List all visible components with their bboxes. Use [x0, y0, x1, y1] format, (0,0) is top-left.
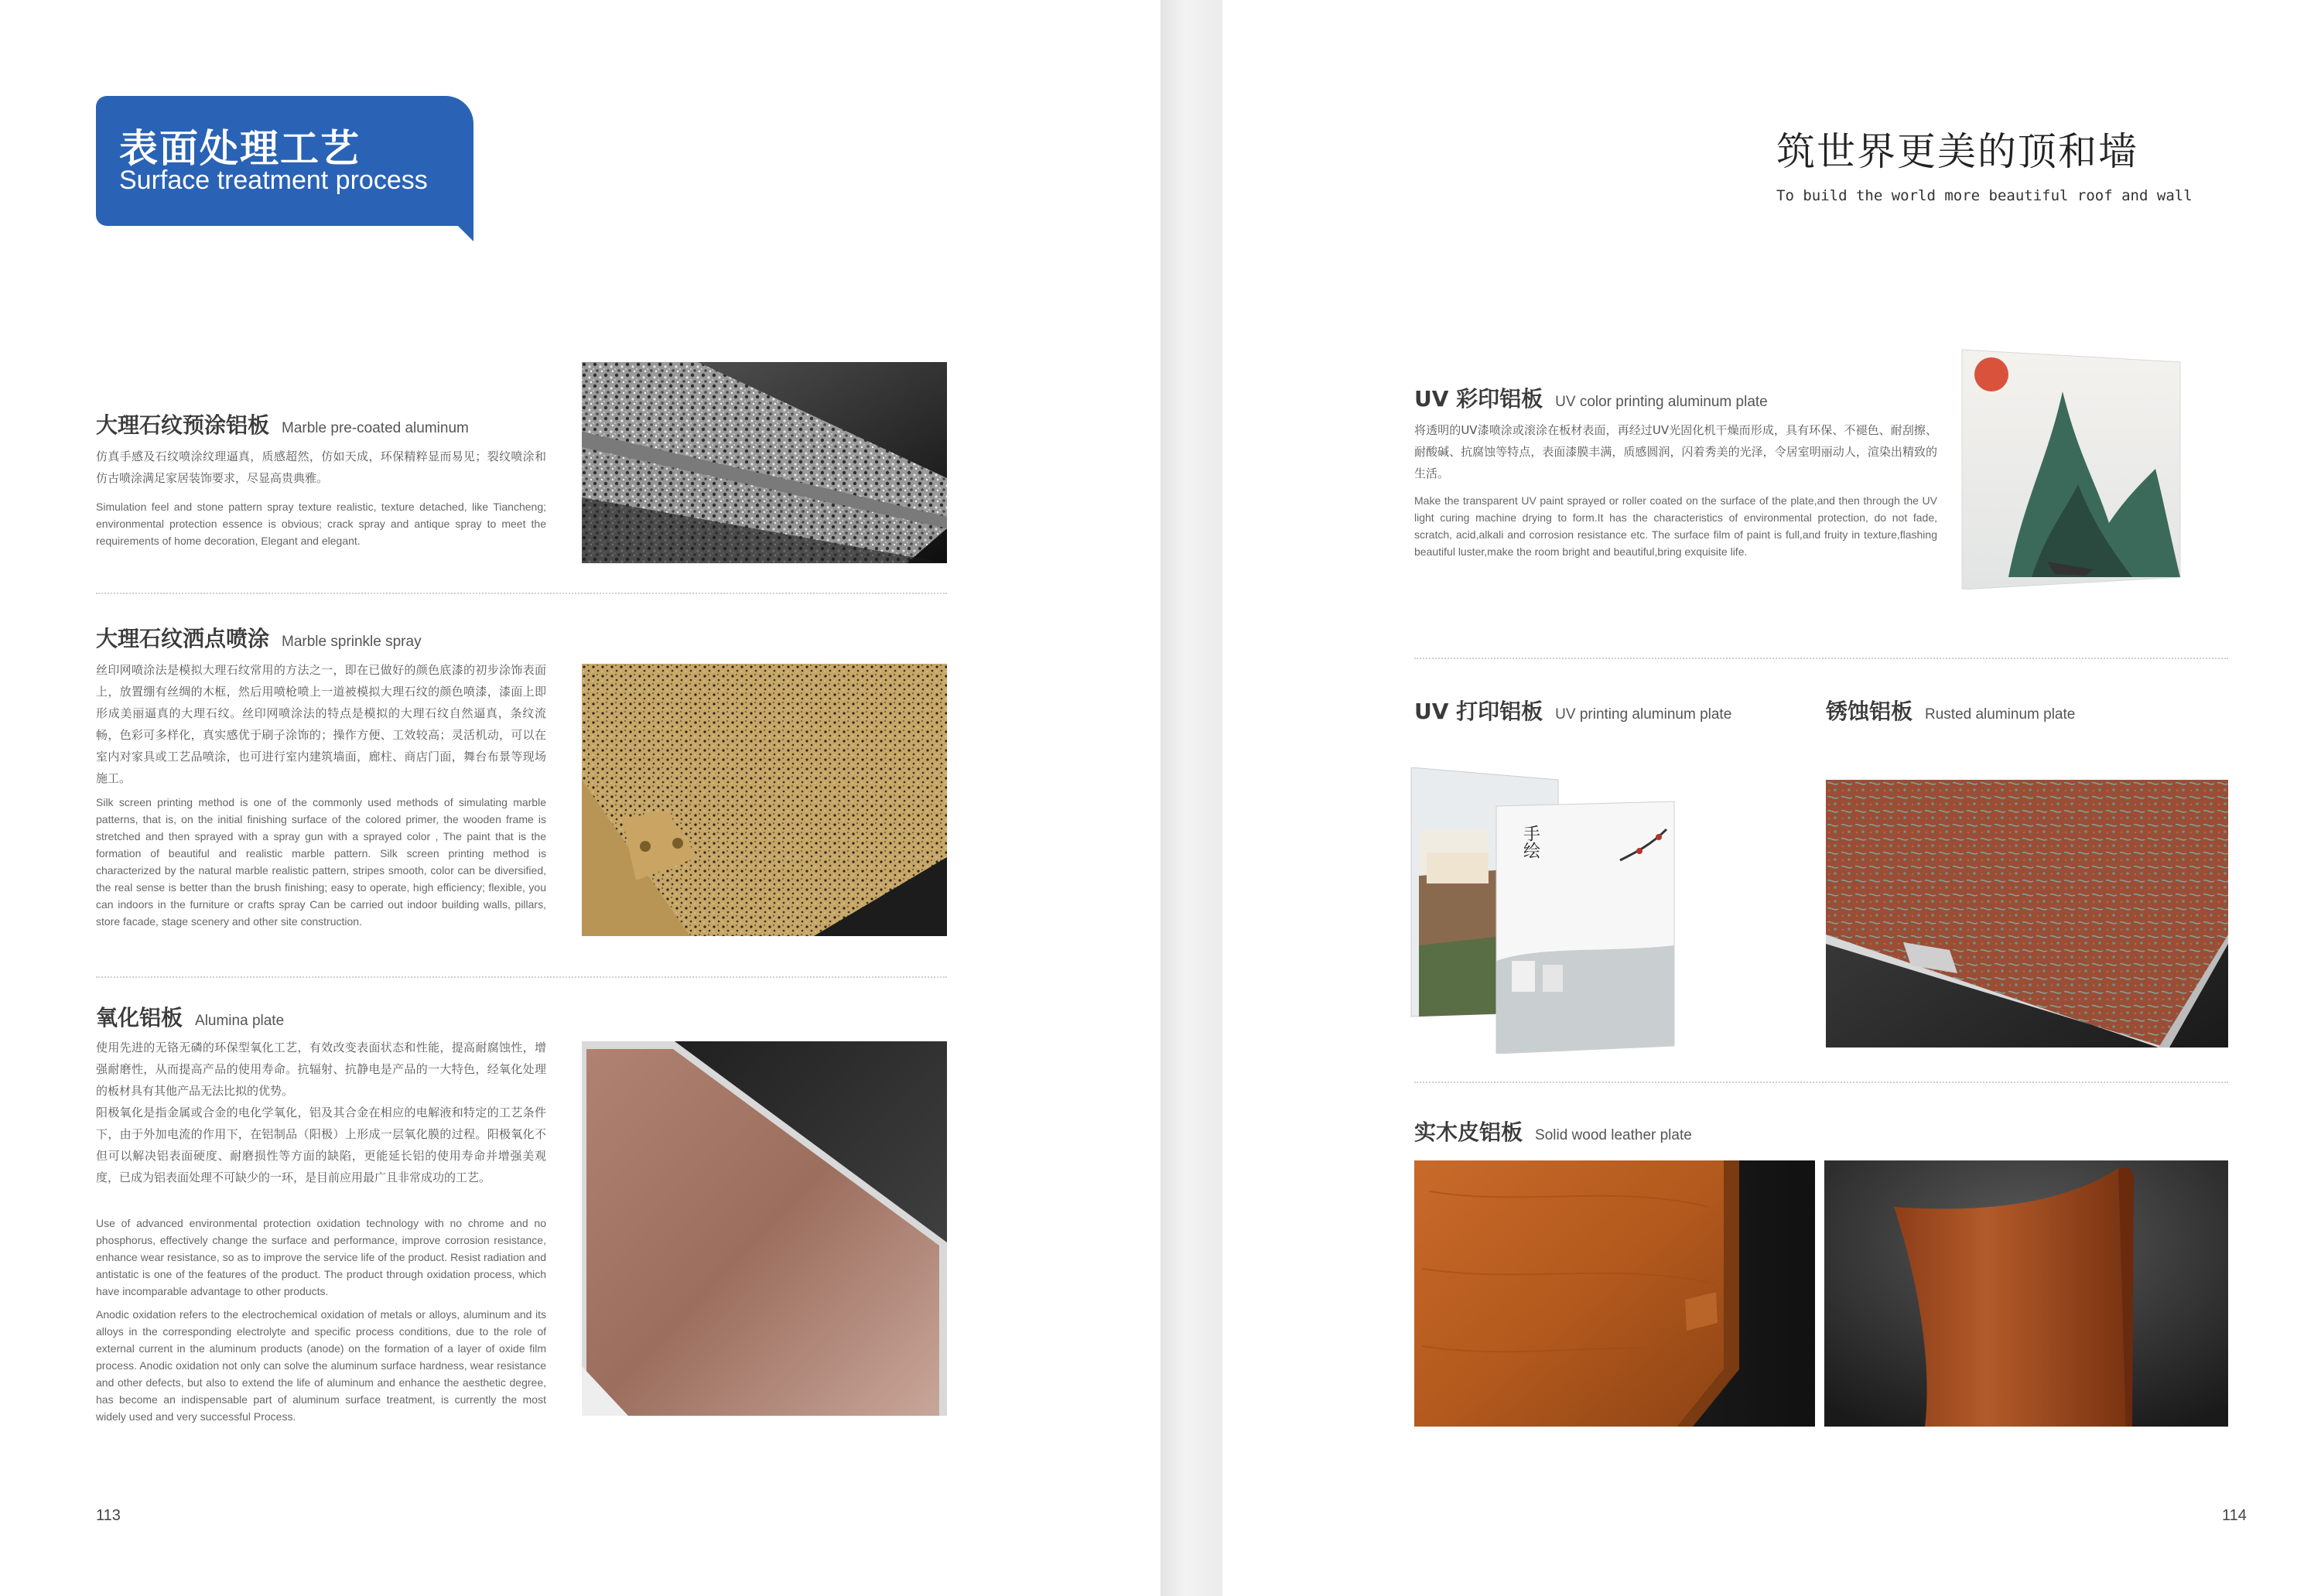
- divider: [1414, 1082, 2228, 1083]
- alumina-desc-cn-1: 使用先进的无铬无磷的环保型氧化工艺，有效改变表面状态和性能，提高耐腐蚀性，增强耐磨性，从而提高产品的使用寿命。抗辐射、抗静电是产品的一大特色，经氧化处理的板材具有其他产品无法比拟的优势。: [96, 1041, 546, 1098]
- uv-color-desc-en: Make the transparent UV paint sprayed or roller coated on the surface of the plate,and then through the UV light curing machine drying to form.It has the characteristics of environmental protection, do not fade, scratch, acid,alkali and corrosion resistance etc. The surface film of paint is full,and fruity in texture,flashing beautiful luster,make the room bright and beautiful,bring exquisite life.: [1414, 494, 1937, 558]
- slogan-cn: 筑世界更美的顶和墙: [1776, 129, 2138, 174]
- section-header-tab: [96, 96, 473, 226]
- solid-wood-photo-flat: [1414, 1160, 1815, 1427]
- alumina-photo: [582, 1041, 947, 1416]
- marble-precoated-desc-en: Simulation feel and stone pattern spray texture realistic, texture detached, like Tiancheng; environmental protection essence is obvious; crack spray and antique spray to meet the requirements of home decoration, Elegant and elegant.: [96, 501, 546, 547]
- book-spine: [1160, 0, 1222, 1596]
- page-number: 114: [2222, 1507, 2247, 1524]
- marble-sprinkle-title-en: Marble sprinkle spray: [282, 634, 422, 650]
- divider: [96, 593, 947, 594]
- alumina-title-en: Alumina plate: [195, 1013, 285, 1029]
- alumina-desc-en-2: Anodic oxidation refers to the electrochemical oxidation of metals or alloys, aluminum and its alloys in the corresponding electrolyte and specific process conditions, due to the role of external current in the aluminum products (anode) on the formation of a layer of oxide film process. Anodic oxidation not only can solve the aluminum surface hardness, wear resistance and other defects, but also to extend the life of aluminum and enhance the aesthetic degree, has become an indispensable part of aluminum surface treatment, is currently the most widely used and very successful Process.: [96, 1308, 546, 1423]
- solid-wood-title-en: Solid wood leather plate: [1535, 1127, 1692, 1143]
- marble-sprinkle-desc-cn: 丝印网喷涂法是模拟大理石纹常用的方法之一，即在已做好的颜色底漆的初步涂饰表面上，放置绷有丝绸的木框，然后用喷枪喷上一道被模拟大理石纹的颜色喷漆，漆面上即形成美丽逼真的大理石纹。丝印网喷涂法的特点是模拟的大理石纹自然逼真，条纹流畅，色彩可多样化，真实感优于刷子涂饰的；操作方便、工效较高；灵活机动，可以在室内对家具或工艺品喷涂，也可进行室内建筑墙面，廊柱、商店门面，舞台布景等现场施工。: [96, 663, 546, 785]
- alumina-title: [96, 1001, 284, 1032]
- marble-precoated-title: [96, 408, 469, 439]
- marble-precoated-title-en: Marble pre-coated aluminum: [282, 420, 469, 436]
- divider: [1414, 658, 2228, 659]
- marble-precoated-photo: [582, 362, 947, 563]
- alumina-desc-en-1: Use of advanced environmental protection oxidation technology with no chrome and no phosphorus, effectively change the surface and performance, improve corrosion resistance, enhance wear resistance, so as to improve the service life of the product. Resist radiation and antistatic is one of the features of the product. The product through oxidation process, which have incomparable advantage to other products.: [96, 1217, 546, 1297]
- alumina-title-cn: 氧化铝板: [96, 1005, 183, 1030]
- alumina-desc-cn-2: 阳极氧化是指金属或合金的电化学氧化，铝及其合金在相应的电解液和特定的工艺条件下，由于外加电流的作用下，在铝制品（阳极）上形成一层氧化膜的过程。阳极氧化不但可以解决铝表面硬度、耐磨损性等方面的缺陷，更能延长铝的使用寿命并增强美观度，已成为铝表面处理不可缺少的一环，是目前应用最广且非常成功的工艺。: [96, 1106, 546, 1184]
- marble-sprinkle-title: [96, 622, 422, 653]
- section-title-en: Surface treatment process: [119, 166, 428, 195]
- right-page: [1222, 0, 2321, 1596]
- rusted-title: [1826, 695, 2075, 726]
- marble-sprinkle-title-cn: 大理石纹洒点喷涂: [96, 626, 270, 651]
- rusted-title-cn: 锈蚀铝板: [1826, 699, 1913, 724]
- page-number: 113: [96, 1507, 121, 1524]
- uv-print-title-cn: UV 打印铝板: [1414, 699, 1543, 724]
- uv-print-photo: [1403, 767, 1735, 1054]
- uv-print-title-en: UV printing aluminum plate: [1555, 706, 1732, 723]
- solid-wood-photo-curved: [1824, 1160, 2228, 1427]
- divider: [96, 976, 947, 978]
- uv-color-photo: [1954, 345, 2186, 590]
- section-title-cn: 表面处理工艺: [119, 126, 361, 171]
- marble-sprinkle-desc-en: Silk screen printing method is one of the commonly used methods of simulating marble patterns, that is, on the initial finishing surface of the colored primer, the wooden frame is stretched and then sprayed with a spray gun with a sprayed color , The paint that is the formation of beautiful and realistic marble pattern. Silk screen printing method is characterized by the natural marble realistic pattern, stripes smooth, color can be diversified, the real sense is better than the brush finishing; easy to operate, high efficiency; flexible, you can indoors in the furniture or crafts spray Can be carried out indoor building walls, pillars, store facade, stage scenery and other site construction.: [96, 796, 546, 928]
- solid-wood-title: [1414, 1116, 1692, 1147]
- solid-wood-title-cn: 实木皮铝板: [1414, 1119, 1523, 1145]
- uv-color-desc-cn: 将透明的UV漆喷涂或滚涂在板材表面，再经过UV光固化机干燥而形成，具有环保、不褪色、耐刮擦、耐酸碱、抗腐蚀等特点，表面漆膜丰满，质感圆润，闪着秀美的光泽，令居室明丽动人，渲染出精致的生活。: [1414, 423, 1937, 480]
- rusted-title-en: Rusted aluminum plate: [1925, 706, 2076, 723]
- slogan-en: To build the world more beautiful roof and wall: [1776, 187, 2193, 204]
- marble-sprinkle-photo: [582, 664, 947, 936]
- calligraphy-text: 手绘: [1520, 825, 1540, 859]
- uv-color-title-cn: UV 彩印铝板: [1414, 386, 1543, 412]
- uv-color-title-en: UV color printing aluminum plate: [1555, 394, 1768, 410]
- rusted-photo: [1826, 780, 2228, 1047]
- left-page: [0, 0, 1160, 1596]
- marble-precoated-title-cn: 大理石纹预涂铝板: [96, 412, 270, 438]
- uv-print-title: [1414, 695, 1731, 726]
- marble-precoated-desc-cn: 仿真手感及石纹喷涂纹理逼真，质感超然，仿如天成，环保精粹显而易见；裂纹喷涂和仿古喷涂满足家居装饰要求，尽显高贵典雅。: [96, 449, 546, 485]
- uv-color-title: [1414, 382, 1768, 413]
